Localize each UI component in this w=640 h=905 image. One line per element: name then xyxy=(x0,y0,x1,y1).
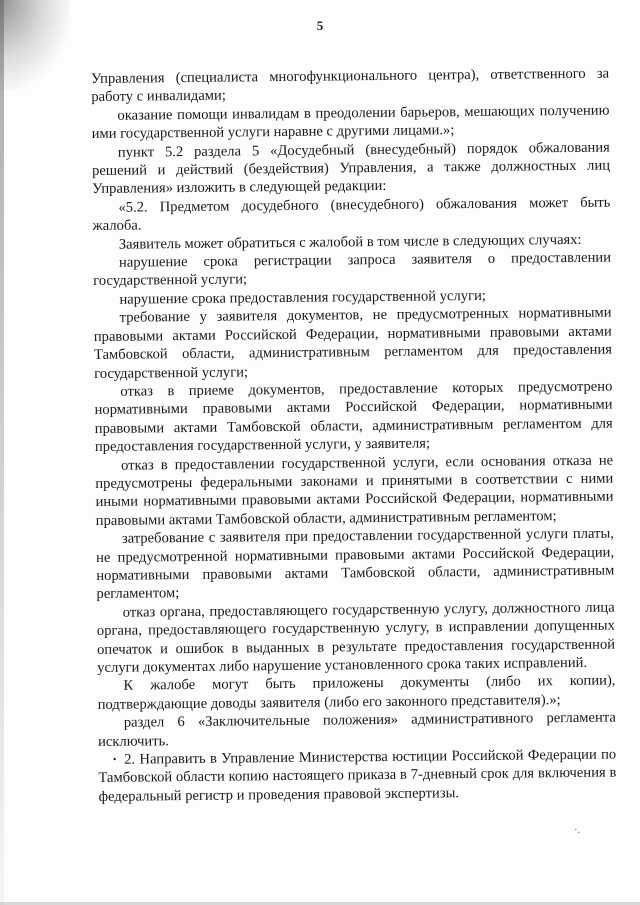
paragraph: отказ в предоставлении государственной услуги, если основания отказа не предусмотрены федеральными законами и принятыми в соответствии с ними иными нормативными правовыми актами Российской Федерации, нормативными правовыми актами Тамбовской области, административным регламентом; xyxy=(95,452,614,529)
scan-shadow-corner xyxy=(0,0,70,90)
paragraph: требование у заявителя документов, не предусмотренных нормативными правовыми актами Российской Федерации, нормативными правовыми актами Тамбовской области, административным регламентом для предоставления государственной услуги; xyxy=(93,304,613,382)
paragraph: пункт 5.2 раздела 5 «Досудебный (внесудебный) порядок обжалования решений и действий (бездействия) Управления, а также должностных лиц Управления» изложить в следующей редакции: xyxy=(91,139,611,198)
paragraph: К жалобе могут быть приложены документы (либо их копии), подтверждающие доводы заявителя (либо его законного представителя).»; xyxy=(97,672,616,713)
scan-speck: ·. xyxy=(574,825,580,836)
paragraph: раздел 6 «Заключительные положения» административного регламента исключить. xyxy=(97,709,616,750)
scan-shadow-left-edge xyxy=(0,0,4,905)
paragraph: Заявитель может обратиться с жалобой в том числе в следующих случаях: xyxy=(118,231,582,253)
paragraph: затребование с заявителя при предоставлении государственной услуги платы, не предусмотренной нормативными правовыми актами Российской Федерации, нормативными правовыми актами Тамбовской области, административным регламентом; xyxy=(96,525,615,603)
paragraph: оказание помощи инвалидам в преодолении барьеров, мешающих получению ими государственной услуги наравне с другими лицами.»; xyxy=(91,102,610,143)
document-body xyxy=(91,65,617,807)
page-number: 5 xyxy=(316,18,324,33)
paragraph: Управления (специалиста многофункционального центра), ответственного за работу с инвалидами; xyxy=(91,65,610,106)
paragraph: · 2. Направить в Управление Министерства юстиции Российской Федерации по Тамбовской области копию настоящего приказа в 7-дневный срок для включения в федеральный регистр и проведения правовой экспертизы. xyxy=(98,746,617,807)
paragraph: «5.2. Предметом досудебного (внесудебного) обжалования может быть жалоба. xyxy=(92,194,611,235)
paragraph: нарушение срока предоставления государственной услуги; xyxy=(119,287,486,308)
paragraph: отказ в приеме документов, предоставление которых предусмотрено нормативными правовыми актами Российской Федерации, нормативными правовыми актами Тамбовской области, административным регламентом для предоставления государственной услуги, у заявителя; xyxy=(94,378,613,456)
paragraph: нарушение срока регистрации запроса заявителя о предоставлении государственной услуги; xyxy=(93,249,612,290)
paragraph: отказ органа, предоставляющего государственную услугу, должностного лица органа, предоставляющего государственную услугу, в исправлении допущенных опечаток и ошибок в выданных в результате предоставления государственной услуги документах либо нарушение установленного срока таких исправлений. xyxy=(96,599,616,676)
